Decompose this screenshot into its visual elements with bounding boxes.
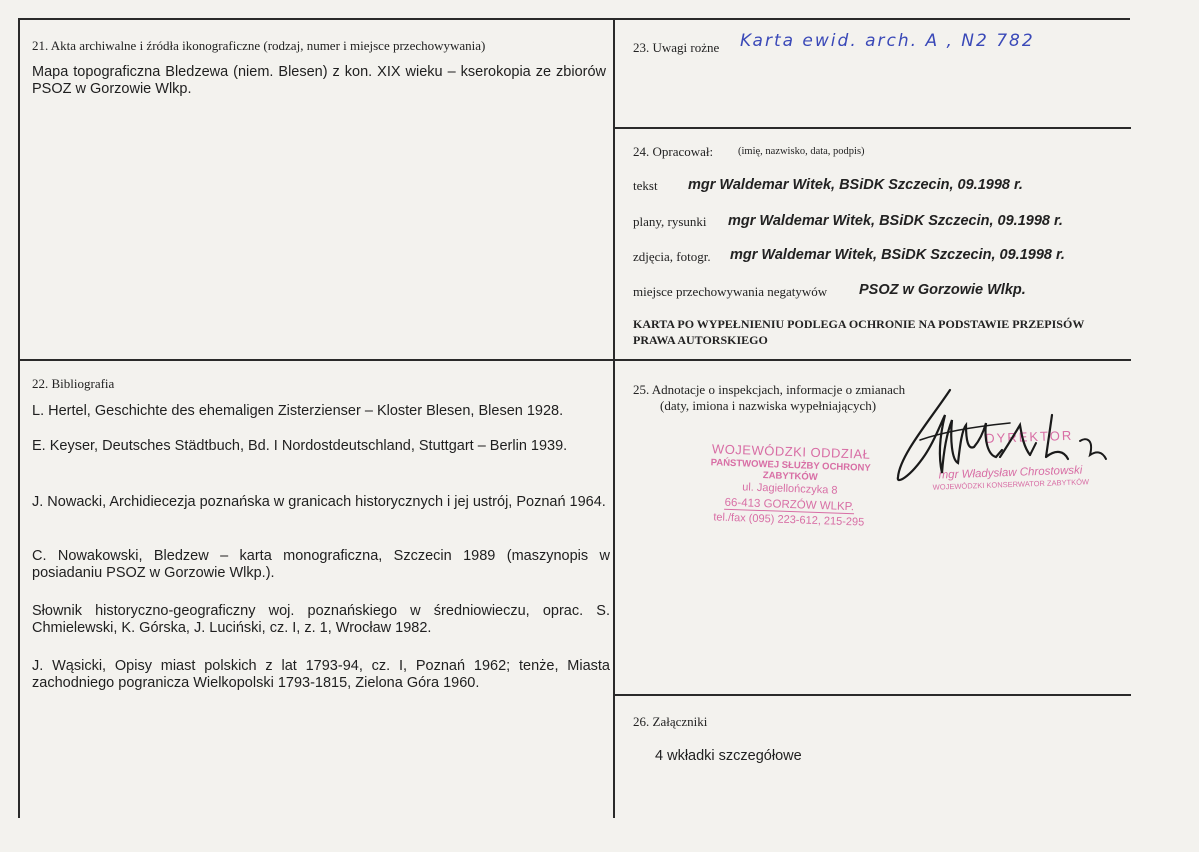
stamp-line: DYREKTOR [984, 427, 1074, 446]
author-row-label: tekst [633, 178, 658, 193]
stamp-line: tel./fax (095) 223-612, 215-295 [713, 511, 865, 529]
top-border [18, 18, 1130, 20]
section-25-label: 25. Adnotacje o inspekcjach, informacje o zmianach [633, 382, 906, 397]
stamp-line: WOJEWÓDZKI ODDZIAŁ [711, 441, 871, 462]
author-row-label: plany, rysunki [633, 214, 707, 229]
bibliography-entry: L. Hertel, Geschichte des ehemaligen Zisterzienser – Kloster Blesen, Blesen 1928. [32, 403, 564, 419]
stamp-line: 66-413 GORZÓW WLKP. [724, 496, 855, 514]
bibliography-entry: J. Nowacki, Archidiecezja poznańska w granicach historycznych i jej ustrój, Poznań 1964. [32, 494, 606, 510]
section-26-text: 4 wkładki szczegółowe [655, 748, 802, 764]
section-24-sublabel: (imię, nazwisko, data, podpis) [738, 146, 865, 157]
right-divider-2 [613, 359, 1131, 361]
right-divider-1 [613, 127, 1131, 129]
left-mid-divider [18, 359, 614, 361]
section-21-text: Mapa topograficzna Bledzewa (niem. Blesen) z kon. XIX wieku – kserokopia ze zbiorów PSOZ w Gorzowie Wlkp. [32, 64, 606, 97]
section-25-sublabel: (daty, imiona i nazwiska wypełniających) [660, 398, 877, 413]
stamp-line: WOJEWÓDZKI KONSERWATOR ZABYTKÓW [932, 477, 1090, 492]
section-22-label: 22. Bibliografia [32, 376, 115, 391]
bibliography-entry: E. Keyser, Deutsches Städtbuch, Bd. I Nordostdeutschland, Stuttgart – Berlin 1939. [32, 438, 568, 454]
bibliography-entry: Słownik historyczno-geograficzny woj. poznańskiego w średniowieczu, oprac. S. Chmielewski, K. Górska, J. Luciński, cz. I, z. 1, Wrocław 1982. [32, 603, 610, 636]
section-21-label: 21. Akta archiwalne i źródła ikonograficzne (rodzaj, numer i miejsce przechowywania) [32, 38, 486, 53]
author-row-value: mgr Waldemar Witek, BSiDK Szczecin, 09.1998 r. [728, 213, 1063, 229]
official-stamp [693, 441, 888, 530]
author-row-label: miejsce przechowywania negatywów [633, 284, 828, 299]
section-23-label: 23. Uwagi rożne [633, 40, 720, 55]
right-divider-3 [613, 694, 1131, 696]
section-23-handwritten-note: Karta ewid. arch. A , N2 782 [740, 31, 1035, 51]
copyright-notice: KARTA PO WYPEŁNIENIU PODLEGA OCHRONIE NA PODSTAWIE PRZEPISÓW PRAWA AUTORSKIEGO [633, 317, 1085, 347]
stamp-line: PAŃSTWOWEJ SŁUŻBY OCHRONY ZABYTKÓW [710, 457, 871, 483]
stamp-line: ul. Jagiellończyka 8 [741, 481, 838, 497]
section-26-label: 26. Załączniki [633, 714, 708, 729]
center-divider [613, 18, 615, 818]
bibliography-entry: C. Nowakowski, Bledzew – karta monograficzna, Szczecin 1989 (maszynopis w posiadaniu PSOZ w Gorzowie Wlkp.). [32, 548, 610, 581]
bibliography-entry: J. Wąsicki, Opisy miast polskich z lat 1793-94, cz. I, Poznań 1962; tenże, Miasta zachodniego pogranicza Wielkopolski 1793-1815, Zielona Góra 1960. [32, 658, 610, 691]
section-24-label: 24. Opracował: [633, 144, 714, 159]
author-row-value: mgr Waldemar Witek, BSiDK Szczecin, 09.1998 r. [688, 177, 1023, 193]
stamp-line: mgr Władysław Chrostowski [938, 464, 1083, 482]
handwritten-signature [880, 385, 1120, 490]
author-row-value: PSOZ w Gorzowie Wlkp. [859, 282, 1026, 298]
left-border [18, 18, 20, 818]
author-row-label: zdjęcia, fotogr. [633, 249, 711, 264]
author-row-value: mgr Waldemar Witek, BSiDK Szczecin, 09.1998 r. [730, 247, 1065, 263]
